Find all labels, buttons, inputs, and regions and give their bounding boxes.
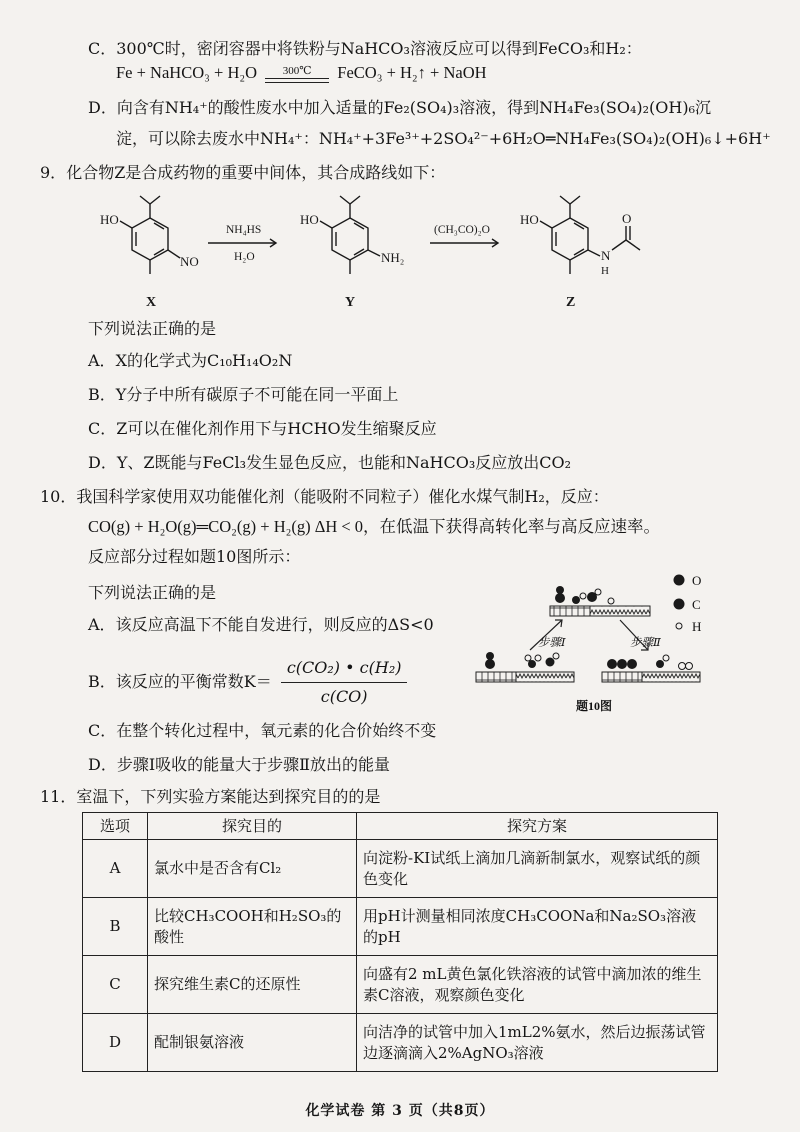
option-text: 该反应高温下不能自发进行，则反应的ΔS<0 [115,615,434,634]
q10-option-d [88,754,390,776]
row-plan: 向盛有2 mL黄色氯化铁溶液的试管中滴加浓的维生素C溶液，观察颜色变化 [357,956,718,1014]
question-stem: 我国科学家使用双功能催化剂（能吸附不同粒子）催化水煤气制H₂，反应： [76,487,609,506]
option-text: 淀，可以除去废水中NH₄⁺：NH₄⁺+3Fe³⁺+2SO₄²⁻+6H₂O═NH₄Fe₃(SO₄)₂(OH)₆↓+6H⁺ [116,129,771,148]
z-o-atom: O [622,211,632,226]
option-letter: B． [88,672,116,691]
option-letter: D． [88,98,117,117]
q8-option-d-line2 [116,128,771,150]
question-stem: 化合物Z是合成药物的重要中间体，其合成路线如下： [66,163,446,182]
table-row [83,898,718,956]
legend-h: H [692,619,702,634]
q10-stem-1 [40,486,609,508]
option-letter: A． [88,615,116,634]
row-purpose: 氯水中是否含有Cl₂ [148,840,357,898]
reagent-1-bottom: H₂O [234,251,255,263]
row-option: D [83,1014,148,1072]
header-option: 选项 [83,813,148,840]
legend-c: C [692,597,701,612]
option-letter: B． [88,385,116,404]
q10-stem-3: 反应部分过程如题10图所示： [88,547,301,566]
option-text: 该反应的平衡常数K＝ [115,672,272,691]
row-option: C [83,956,148,1014]
y-nh2-group: NH₂ [381,250,405,265]
option-text: 向含有NH₄⁺的酸性废水中加入适量的Fe₂(SO₄)₃溶液，得到NH₄Fe₃(SO₄)₂(OH)₆沉 [116,98,711,117]
q11-experiment-table [82,812,718,1072]
molecule-z [540,196,640,274]
z-ho-group: HO [520,212,539,227]
intermediate-surface [550,586,650,616]
reaction-condition-arrow [265,66,329,83]
equation-right: FeCO₃ + H₂↑ + NaOH [337,63,487,82]
final-surface [602,655,700,682]
label-z: Z [566,295,576,310]
reaction-condition: 300℃ [265,66,329,79]
label-y: Y [345,295,356,310]
legend-o: O [692,573,702,588]
reagent-2-top: (CH₃CO)₂O [434,224,490,236]
q8-option-c [88,38,642,60]
q9-synthesis-scheme [90,188,710,318]
option-letter: D． [88,453,117,472]
equation-left: Fe + NaHCO₃ + H₂O [116,63,258,82]
option-letter: D． [88,755,117,774]
q9-option-a [88,350,292,372]
fraction-denominator: c(CO) [320,687,368,706]
question-stem: 室温下，下列实验方案能达到探究目的的是 [76,787,381,806]
reagent-1-top: NH₄HS [226,224,262,236]
q10-prompt: 下列说法正确的是 [88,583,217,602]
z-h-atom: H [601,265,609,277]
question-number: 11． [40,787,77,806]
option-letter: C． [88,721,117,740]
question-number: 9． [40,163,67,182]
q11-stem [40,786,380,808]
q9-option-d [88,452,571,474]
step-1-label: 步骤Ⅰ [538,637,566,649]
row-plan: 用pH计测量相同浓度CH₃COONa和Na₂SO₃溶液的pH [357,898,718,956]
option-text: 步骤Ⅰ吸收的能量大于步骤Ⅱ放出的能量 [116,755,391,774]
row-purpose: 探究维生素C的还原性 [148,956,357,1014]
q8-c-equation [116,62,487,84]
row-option: B [83,898,148,956]
q10-option-c [88,720,436,742]
table-header-row [83,813,718,840]
q9-option-c [88,418,437,440]
q9-stem [40,162,445,184]
table-row [83,956,718,1014]
x-ho-group: HO [100,212,119,227]
row-option: A [83,840,148,898]
row-purpose: 配制银氨溶液 [148,1014,357,1072]
q10-figure [470,568,720,718]
option-letter: A． [88,351,116,370]
option-text: Z可以在催化剂作用下与HCHO发生缩聚反应 [116,419,437,438]
q10-option-a [88,614,434,636]
fraction-numerator: c(CO₂) • c(H₂) [281,656,408,683]
option-text: 300℃时，密闭容器中将铁粉与NaHCO₃溶液反应可以得到FeCO₃和H₂： [116,39,642,58]
y-ho-group: HO [300,212,319,227]
option-letter: C． [88,39,117,58]
molecule-x [120,196,180,274]
step-2-label: 步骤Ⅱ [630,637,661,649]
q9-prompt: 下列说法正确的是 [88,319,217,338]
figure-caption: 题10图 [576,699,613,713]
molecule-y [320,196,380,274]
row-plan: 向洁净的试管中加入1mL2%氨水，然后边振荡试管边逐滴滴入2%AgNO₃溶液 [357,1014,718,1072]
option-text: Y分子中所有碳原子不可能在同一平面上 [115,385,399,404]
q10-option-b [88,656,407,709]
row-plan: 向淀粉-KI试纸上滴加几滴新制氯水，观察试纸的颜色变化 [357,840,718,898]
z-n-atom: N [601,248,611,263]
header-plan: 探究方案 [357,813,718,840]
option-text: X的化学式为C₁₀H₁₄O₂N [115,351,293,370]
option-letter: C． [88,419,117,438]
q8-option-d-line1 [88,97,711,119]
figure-legend [674,573,702,634]
label-x: X [146,295,157,310]
row-purpose: 比较CH₃COOH和H₂SO₃的酸性 [148,898,357,956]
x-no-group: NO [180,254,199,269]
option-text: Y、Z既能与FeCl₃发生显色反应，也能和NaHCO₃反应放出CO₂ [116,453,572,472]
table-row [83,840,718,898]
equilibrium-constant-fraction [281,656,408,709]
question-number: 10． [40,487,77,506]
q9-option-b [88,384,398,406]
header-purpose: 探究目的 [148,813,357,840]
table-row [83,1014,718,1072]
initial-surface [476,652,574,682]
q10-stem-2: CO(g) + H₂O(g)═CO₂(g) + H₂(g) ΔH < 0，在低温下获得高转化率与高反应速率。 [88,517,661,536]
option-text: 在整个转化过程中，氧元素的化合价始终不变 [116,721,437,740]
page-footer: 化学试卷 第 3 页（共8页） [305,1103,495,1119]
